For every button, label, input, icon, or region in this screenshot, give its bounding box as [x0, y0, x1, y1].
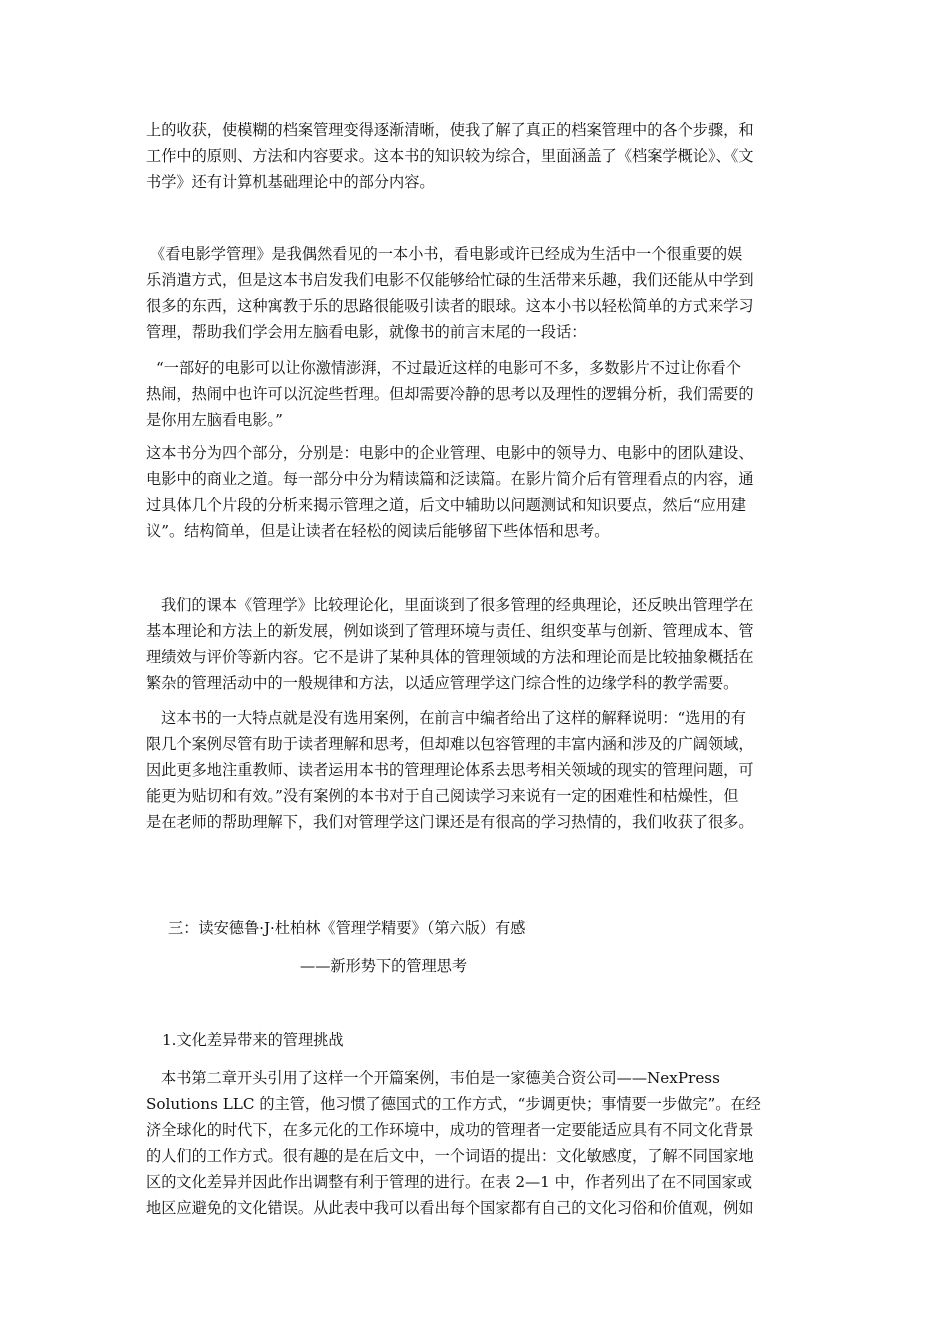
text-line: 《看电影学管理》是我偶然看见的一本小书，看电影或许已经成为生活中一个很重要的娱: [150, 245, 743, 263]
text-line: 本书第二章开头引用了这样一个开篇案例，韦伯是一家德美合资公司——NexPress: [161, 1069, 720, 1087]
paragraph-2: [146, 241, 812, 345]
paragraph-7: [146, 1065, 812, 1221]
text-line: 能更为贴切和有效。”没有案例的本书对于自己阅读学习来说有一定的困难性和枯燥性，但: [146, 787, 739, 805]
paragraph-6: [146, 705, 812, 835]
text-line: 的人们的工作方式。很有趣的是在后文中，一个词语的提出：文化敏感度，了解不同国家地: [146, 1147, 754, 1165]
text-line: 很多的东西，这种寓教于乐的思路很能吸引读者的眼球。这本小书以轻松简单的方式来学习: [146, 297, 754, 315]
text-line: 我们的课本《管理学》比较理论化，里面谈到了很多管理的经典理论，还反映出管理学在: [161, 596, 754, 614]
text-line: 繁杂的管理活动中的一般规律和方法，以适应管理学这门综合性的边缘学科的教学需要。: [146, 674, 739, 692]
text-line: 议”。结构简单，但是让读者在轻松的阅读后能够留下些体悟和思考。: [146, 522, 610, 540]
text-line: 过具体几个片段的分析来揭示管理之道，后文中辅助以问题测试和知识要点，然后“应用建: [146, 496, 747, 514]
text-line: 因此更多地注重教师、读者运用本书的管理理论体系去思考相关领域的现实的管理问题，可: [146, 761, 754, 779]
text-line: 理绩效与评价等新内容。它不是讲了某种具体的管理领域的方法和理论而是比较抽象概括在: [146, 648, 754, 666]
text-line: “一部好的电影可以让你激情澎湃，不过最近这样的电影可不多，多数影片不过让你看个: [156, 359, 741, 377]
paragraph-5: [146, 592, 812, 696]
text-line: 限几个案例尽管有助于读者理解和思考，但却难以包容管理的丰富内涵和涉及的广阔领域，: [146, 735, 754, 753]
text-line: 基本理论和方法上的新发展，例如谈到了管理环境与责任、组织变革与创新、管理成本、管: [146, 622, 754, 640]
paragraph-4: [146, 440, 812, 544]
text-line: 电影中的商业之道。每一部分中分为精读篇和泛读篇。在影片简介后有管理看点的内容，通: [146, 470, 754, 488]
text-line: 工作中的原则、方法和内容要求。这本书的知识较为综合，里面涵盖了《档案学概论》、《文: [146, 147, 754, 165]
text-line: 济全球化的时代下，在多元化的工作环境中，成功的管理者一定要能适应具有不同文化背景: [146, 1121, 754, 1139]
quote-paragraph: [146, 355, 812, 433]
text-line: 热闹，热闹中也许可以沉淀些哲理。但却需要冷静的思考以及理性的逻辑分析，我们需要的: [146, 385, 754, 403]
section-subtitle: ——新形势下的管理思考: [300, 957, 468, 975]
text-line: 上的收获，使模糊的档案管理变得逐渐清晰，使我了解了真正的档案管理中的各个步骤，和: [146, 121, 754, 139]
text-line: 是在老师的帮助理解下，我们对管理学这门课还是有很高的学习热情的，我们收获了很多。: [146, 813, 754, 831]
text-line: 是你用左脑看电影。”: [146, 411, 283, 429]
text-line: 乐消遣方式，但是这本书启发我们电影不仅能够给忙碌的生活带来乐趣，我们还能从中学到: [146, 271, 754, 289]
text-line: 管理，帮助我们学会用左脑看电影，就像书的前言末尾的一段话：: [146, 323, 587, 341]
text-line: Solutions LLC 的主管，他习惯了德国式的工作方式，“步调更快；事情要一步做完”。在经: [146, 1095, 761, 1113]
text-line: 地区应避免的文化错误。从此表中我可以看出每个国家都有自己的文化习俗和价值观，例如: [146, 1199, 754, 1217]
text-line: 区的文化差异并因此作出调整有利于管理的进行。在表 2—1 中，作者列出了在不同国家或: [146, 1173, 753, 1191]
text-line: 这本书分为四个部分，分别是：电影中的企业管理、电影中的领导力、电影中的团队建设、: [146, 444, 754, 462]
text-line: 书学》还有计算机基础理论中的部分内容。: [146, 173, 435, 191]
text-line: 这本书的一大特点就是没有选用案例，在前言中编者给出了这样的解释说明：“选用的有: [161, 709, 746, 727]
paragraph-1: [146, 117, 812, 195]
section-heading: 三：读安德鲁·J·杜柏林《管理学精要》（第六版）有感: [168, 919, 526, 937]
subheading: 1.文化差异带来的管理挑战: [162, 1031, 344, 1049]
